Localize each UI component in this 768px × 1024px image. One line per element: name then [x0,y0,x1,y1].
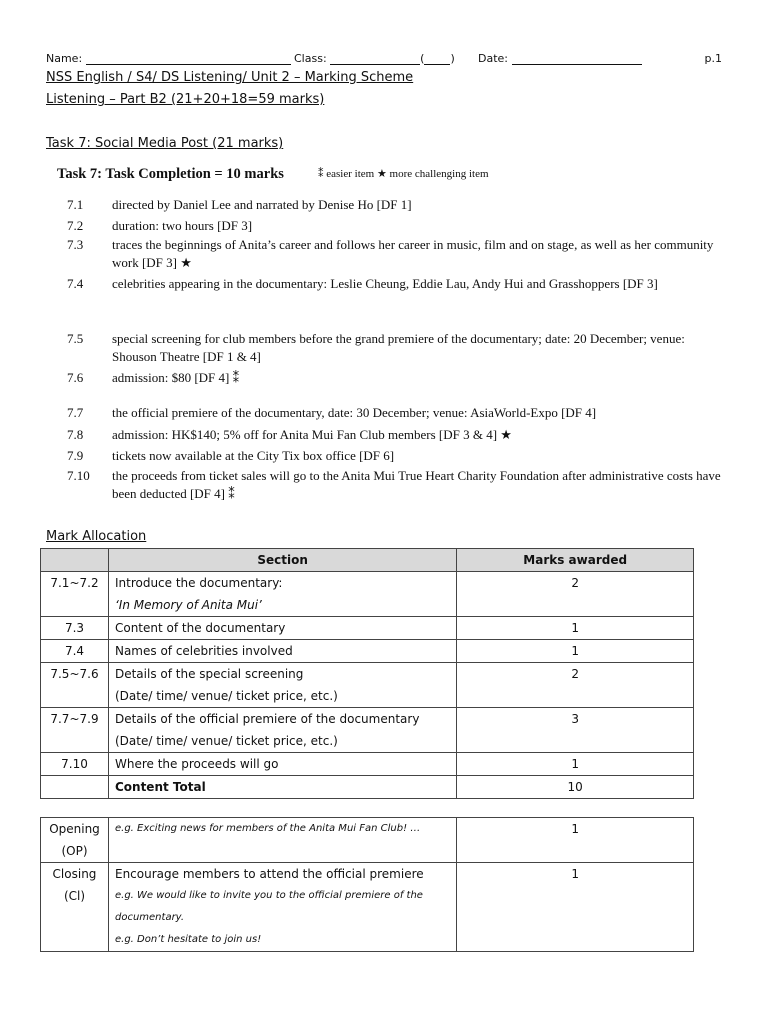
item-text: tickets now available at the City Tix box office [DF 6] [112,448,395,463]
class-number-close: ) [450,52,455,65]
row-marks: 1 [457,617,694,640]
row-item: 7.10 [41,753,109,776]
row-section-line: Details of the official premiere of the documentary [114,712,420,726]
date-label: Date: [478,52,508,65]
opening-example: e.g. Exciting news for members of the Anita Mui Fan Club! … [108,818,456,863]
item-text: the proceeds from ticket sales will go to the Anita Mui True Heart Charity Foundation after administrative costs have been deducted [DF 4] ⁑ [112,468,721,501]
row-section [108,708,456,753]
row-item: 7.4 [41,640,109,663]
item-number: 7.8 [67,427,84,442]
row-section [108,572,456,617]
row-section [108,663,456,708]
row-marks: 1 [457,640,694,663]
class-number-blank [424,53,450,65]
item-text: admission: HK$140; 5% off for Anita Mui Fan Club members [DF 3 & 4] ★ [112,427,512,442]
table-header-row [41,549,694,572]
column-header-item [41,549,109,572]
date-blank [512,53,642,65]
column-header-section: Section [108,549,456,572]
row-item: 7.7~7.9 [41,708,109,753]
row-item: 7.3 [41,617,109,640]
total-row [41,776,694,799]
row-marks: 3 [457,708,694,753]
item-number: 7.3 [67,237,84,252]
row-marks: 2 [457,663,694,708]
row-section-line: Details of the special screening [114,667,304,681]
table-row [41,663,694,708]
item-text: directed by Daniel Lee and narrated by Denise Ho [DF 1] [112,197,412,212]
class-label: Class: [294,52,327,65]
content-total-marks: 10 [457,776,694,799]
row-section-subline: (Date/ time/ venue/ ticket price, etc.) [114,734,338,748]
table-row [41,708,694,753]
closing-label: Closing [52,867,97,881]
organisation-table [40,817,694,952]
closing-label-cell [41,863,109,952]
closing-marks: 1 [457,863,694,952]
row-section-subline: (Date/ time/ venue/ ticket price, etc.) [114,689,338,703]
task-label: Task 7: Social Media Post (21 marks) [46,136,284,151]
closing-abbr: (Cl) [63,889,86,903]
name-blank [86,53,291,65]
section-title: Listening – Part B2 (21+20+18=59 marks) [46,92,325,107]
item-number: 7.2 [67,218,84,233]
item-number: 7.4 [67,276,84,291]
item-text: duration: two hours [DF 3] [112,218,253,233]
row-marks: 2 [457,572,694,617]
closing-content [108,863,456,952]
closing-example-2: e.g. Don’t hesitate to join us! [114,934,262,945]
opening-label: Opening [49,822,100,836]
opening-abbr: (OP) [61,844,88,858]
row-section-subline: ‘In Memory of Anita Mui’ [114,598,262,612]
item-number: 7.7 [67,405,84,420]
closing-text: Encourage members to attend the official premiere [114,867,424,881]
student-info-header [46,52,722,68]
class-number-open: ( [420,52,425,65]
opening-marks: 1 [457,818,694,863]
column-header-marks: Marks awarded [457,549,694,572]
total-empty-cell [41,776,109,799]
row-section-line: Introduce the documentary: [114,576,283,590]
row-item: 7.1~7.2 [41,572,109,617]
task-heading: Task 7: Task Completion = 10 marks [57,166,284,182]
table-row [41,753,694,776]
item-number: 7.9 [67,448,84,463]
closing-row [41,863,694,952]
mark-allocation-title: Mark Allocation [46,529,147,544]
opening-row [41,818,694,863]
row-section: Names of celebrities involved [108,640,456,663]
page-number: p.1 [704,52,722,65]
content-total-label: Content Total [108,776,456,799]
mark-allocation-table [40,548,694,799]
difficulty-legend: ⁑ easier item ★ more challenging item [318,168,489,180]
name-label: Name: [46,52,83,65]
closing-example-1: e.g. We would like to invite you to the official premiere of the documentary. [114,890,423,923]
document-title: NSS English / S4/ DS Listening/ Unit 2 – Marking Scheme [46,70,414,85]
item-text: special screening for club members before the grand premiere of the documentary; date: 20 December; venue: Shouson Theatre [DF 1 & 4] [112,331,685,364]
item-text: traces the beginnings of Anita’s career and follows her career in music, film and on stage, as well as her community work [DF 3] ★ [112,237,714,270]
row-section: Where the proceeds will go [108,753,456,776]
table-row [41,640,694,663]
item-text: admission: $80 [DF 4] ⁑ [112,370,240,385]
item-number: 7.6 [67,370,84,385]
opening-label-cell [41,818,109,863]
item-text: celebrities appearing in the documentary: Leslie Cheung, Eddie Lau, Andy Hui and Grasshoppers [DF 3] [112,276,658,291]
item-number: 7.10 [67,468,90,483]
class-blank [330,53,420,65]
row-item: 7.5~7.6 [41,663,109,708]
row-marks: 1 [457,753,694,776]
table-row [41,617,694,640]
item-number: 7.1 [67,197,84,212]
row-section: Content of the documentary [108,617,456,640]
item-text: the official premiere of the documentary, date: 30 December; venue: AsiaWorld-Expo [DF 4] [112,405,597,420]
table-row [41,572,694,617]
item-number: 7.5 [67,331,84,346]
